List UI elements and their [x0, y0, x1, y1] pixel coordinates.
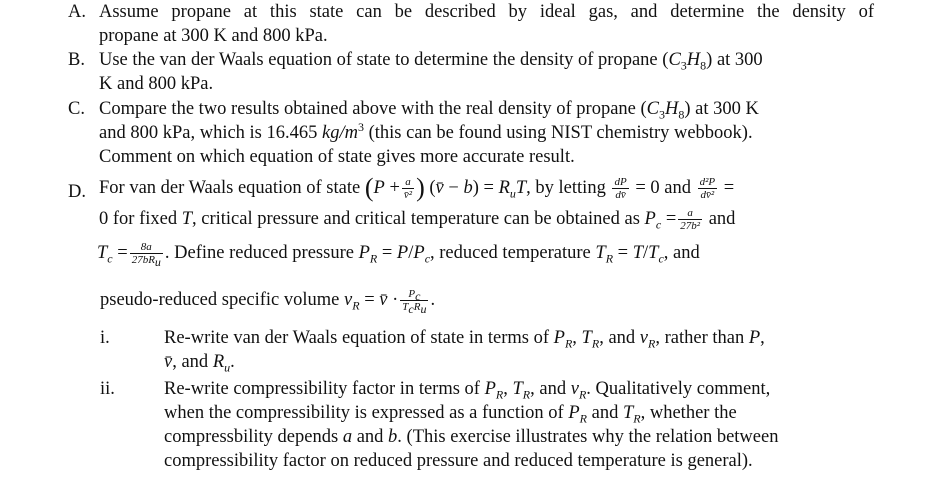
subitem-label: i. [100, 328, 110, 348]
item-text-line: pseudo-reduced specific volume $v_R$ = v̄ · $\frac{P_c}{T_cR_u}$ . [100, 288, 436, 317]
item-label: B. [68, 50, 85, 70]
subitem-text-line: v̄, and $R_u$. [164, 352, 235, 375]
subitem-text-line: when the compressibility is expressed as a function of $P_R$ and $T_R$, whether the [164, 403, 737, 426]
item-text-line: 0 for fixed T, critical pressure and critical temperature can be obtained as $P_c$ = $\frac{a}{\text{27b²}}$ and [99, 207, 736, 233]
item-text-line: $T_c$ = $\frac{8a}{27bR_u}$ . Define reduced pressure $P_R = P/P_c$, reduced temperature $T_R = T/T_c$, and [97, 241, 700, 270]
item-b [68, 48, 874, 96]
item-text-line: Comment on which equation of state gives more accurate result. [99, 147, 575, 167]
item-text-line: Use the van der Waals equation of state to determine the density of propane $(C_3H_8)$ at 300 [99, 50, 763, 73]
item-text-line: propane at 300 K and 800 kPa. [99, 26, 328, 46]
item-label: D. [68, 182, 86, 202]
item-text-line: Compare the two results obtained above with the real density of propane $(C_3H_8)$ at 300 K [99, 99, 759, 122]
subitem-text-line: compressbility depends a and b. (This exercise illustrates why the relation between [164, 427, 779, 447]
item-text-line: K and 800 kPa. [99, 74, 214, 94]
item-a [68, 0, 874, 48]
item-d [68, 172, 874, 272]
subitem-label: ii. [100, 379, 115, 399]
subitem-ii [100, 377, 874, 473]
subitem-text-line: compressibility factor on reduced pressure and reduced temperature is general). [164, 451, 753, 471]
subitem-text-line: Re-write van der Waals equation of state in terms of $P_R$, $T_R$, and $v_R$, rather than P, [164, 328, 765, 351]
subitem-i [100, 326, 874, 374]
item-label: A. [68, 2, 86, 22]
item-text-line: and 800 kPa, which is 16.465 $kg/m^3$ (this can be found using NIST chemistry webbook). [99, 119, 753, 143]
item-text-line: For van der Waals equation of state (P + $\frac{a}{\text{v̄²}}$ ) (v̄ − $b) = R_uT$, by letting $\frac{dP}{dv̄}$ = 0 and $\frac{\text{d²P}}{\text{dv̄²}}$ = [99, 173, 735, 202]
item-label: C. [68, 99, 85, 119]
item-text-line: Assume propane at this state can be described by ideal gas, and determine the density of [99, 2, 874, 22]
item-d-continued [100, 288, 906, 317]
item-c [68, 97, 874, 169]
subitem-text-line: Re-write compressibility factor in terms of $P_R$, $T_R$, and $v_R$. Qualitatively comment, [164, 379, 771, 402]
